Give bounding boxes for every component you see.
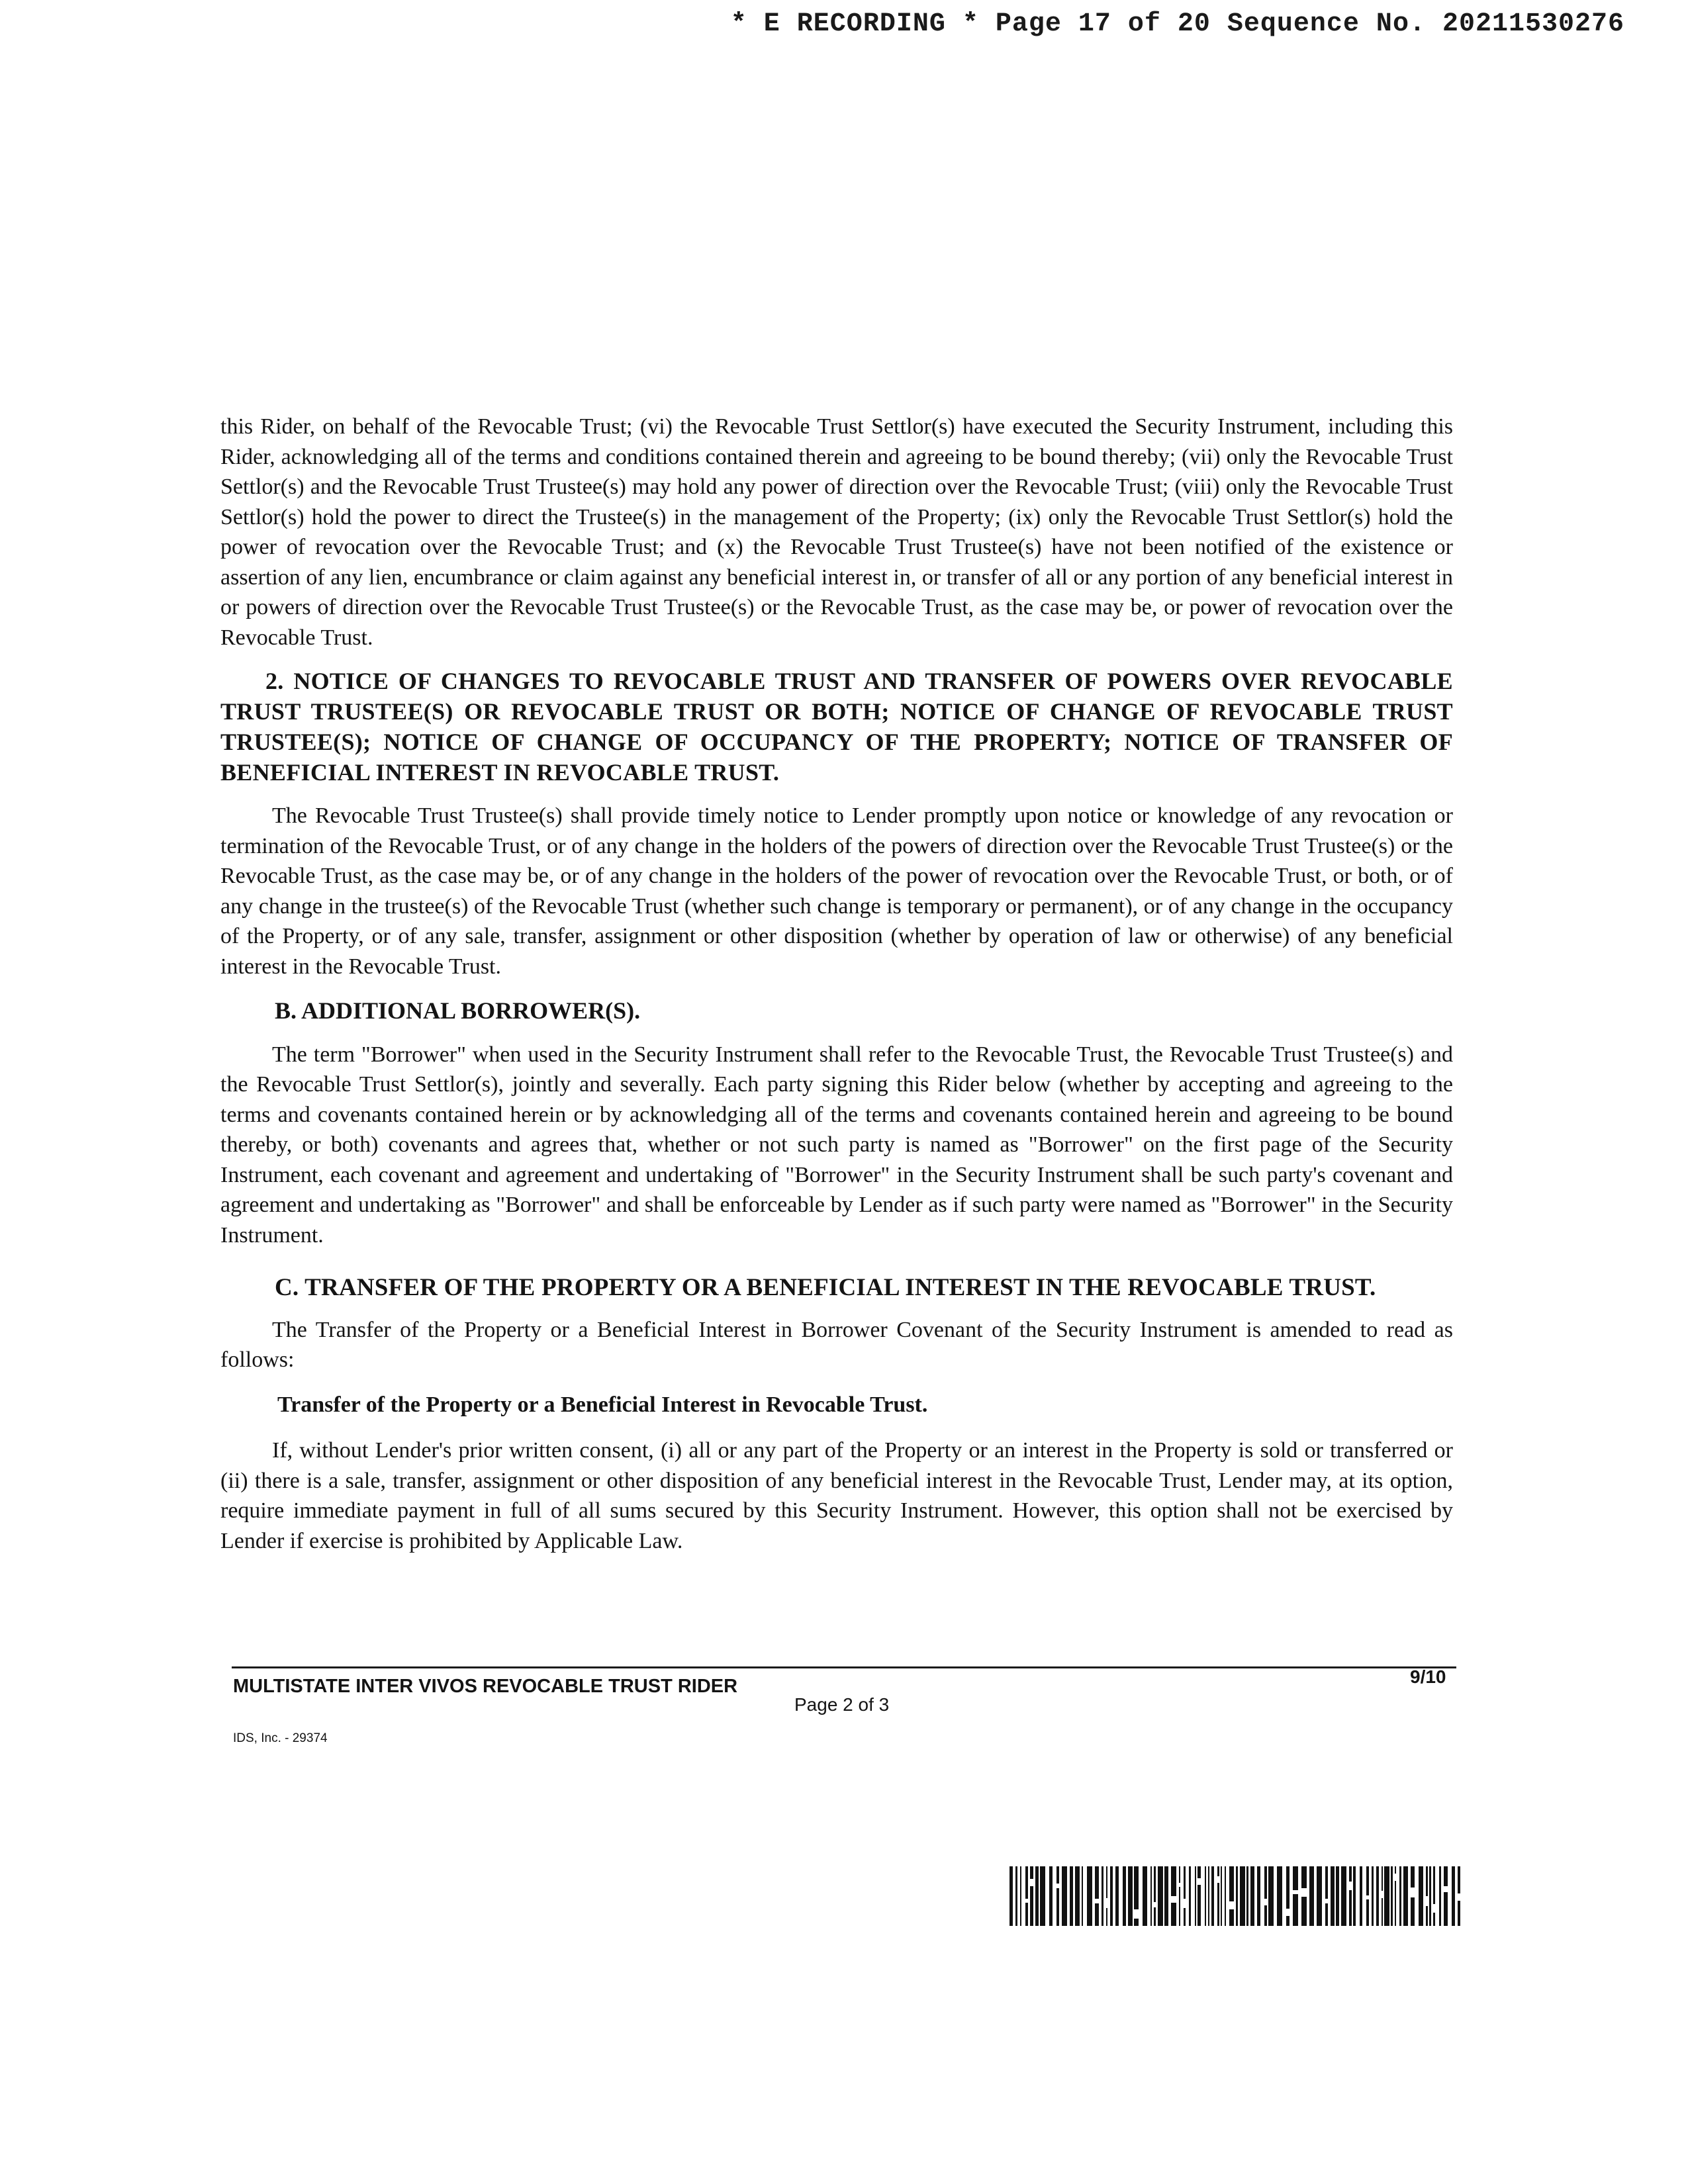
footer-form-number: 9/10 — [1410, 1666, 1446, 1687]
continuation-paragraph: this Rider, on behalf of the Revocable Trust; (vi) the Revocable Trust Settlor(s) have executed the Security Instrument, including this Rider, acknowledging all of the terms and conditions contained therein and agreeing to be bound thereby; (vii) only the Revocable Trust Settlor(s) and the Revocable Trust Trustee(s) may hold any power of direction over the Revocable Trust; (viii) only the Revocable Trust Settlor(s) hold the power to direct the Trustee(s) in the management of the Property; (ix) only the Revocable Trust Settlor(s) hold the power of revocation over the Revocable Trust; and (x) the Revocable Trust Trustee(s) have not been notified of the existence or assertion of any lien, encumbrance or claim against any beneficial interest in, or transfer of all or any portion of any beneficial interest in or powers of direction over the Revocable Trust Trustee(s) or the Revocable Trust, as the case may be, or power of revocation over the Revocable Trust. — [220, 414, 1453, 650]
section-c-subheading: Transfer of the Property or a Beneficial Interest in Revocable Trust. — [277, 1392, 928, 1417]
barcode-image — [1009, 1866, 1463, 1926]
footer-rule — [232, 1666, 1456, 1668]
section-2-heading: 2. NOTICE OF CHANGES TO REVOCABLE TRUST AND TRANSFER OF POWERS OVER REVOCABLE TRUST TRUSTEE(S) OR REVOCABLE TRUST OR BOTH; NOTICE OF CHANGE OF REVOCABLE TRUST TRUSTEE(S); NOTICE OF CHANGE OF OCCUPANCY OF THE PROPERTY; NOTICE OF TRANSFER OF BENEFICIAL INTEREST IN REVOCABLE TRUST. — [220, 668, 1453, 786]
section-b-paragraph: The term "Borrower" when used in the Security Instrument shall refer to the Revocable Trust, the Revocable Trust Trustee(s) and the Revocable Trust Settlor(s), jointly and severally. Each party signing this Rider below (whether by accepting and agreeing to the terms and covenants contained herein or by acknowledging all of the terms and covenants contained herein and agreeing to be bound thereby, or both) covenants and agrees that, whether or not such party is named as "Borrower" on the first page of the Security Instrument, each covenant and agreement and undertaking of "Borrower" in the Security Instrument shall be such party's covenant and agreement and undertaking as "Borrower" and shall be enforceable by Lender as if such party were named as "Borrower" in the Security Instrument. — [220, 1042, 1453, 1248]
footer-page-number: Page 2 of 3 — [794, 1694, 890, 1715]
document-body — [220, 412, 1453, 1556]
section-b-heading: B. ADDITIONAL BORROWER(S). — [275, 997, 641, 1024]
footer-vendor-code: IDS, Inc. - 29374 — [233, 1731, 328, 1745]
recording-header: * E RECORDING * Page 17 of 20 Sequence No. 20211530276 — [730, 9, 1624, 39]
section-c-intro: The Transfer of the Property or a Beneficial Interest in Borrower Covenant of the Security Instrument is amended to read as follows: — [220, 1317, 1453, 1372]
footer-form-title: MULTISTATE INTER VIVOS REVOCABLE TRUST RIDER — [233, 1676, 738, 1697]
section-c-heading: C. TRANSFER OF THE PROPERTY OR A BENEFICIAL INTEREST IN THE REVOCABLE TRUST. — [275, 1274, 1376, 1301]
section-2-paragraph: The Revocable Trust Trustee(s) shall provide timely notice to Lender promptly upon notice or knowledge of any revocation or termination of the Revocable Trust, or of any change in the holders of the powers of direction over the Revocable Trust Trustee(s) or the Revocable Trust, as the case may be, or of any change in the holders of the power of revocation over the Revocable Trust, or both, or of any change in the trustee(s) of the Revocable Trust (whether such change is temporary or permanent), or of any change in the occupancy of the Property, or of any sale, transfer, assignment or other disposition (whether by operation of law or otherwise) of any beneficial interest in the Revocable Trust. — [220, 803, 1453, 979]
section-c-paragraph: If, without Lender's prior written consent, (i) all or any part of the Property or an interest in the Property is sold or transferred or (ii) there is a sale, transfer, assignment or other disposition of any beneficial interest in the Revocable Trust, Lender may, at its option, require immediate payment in full of all sums secured by this Security Instrument. However, this option shall not be exercised by Lender if exercise is prohibited by Applicable Law. — [220, 1438, 1453, 1553]
